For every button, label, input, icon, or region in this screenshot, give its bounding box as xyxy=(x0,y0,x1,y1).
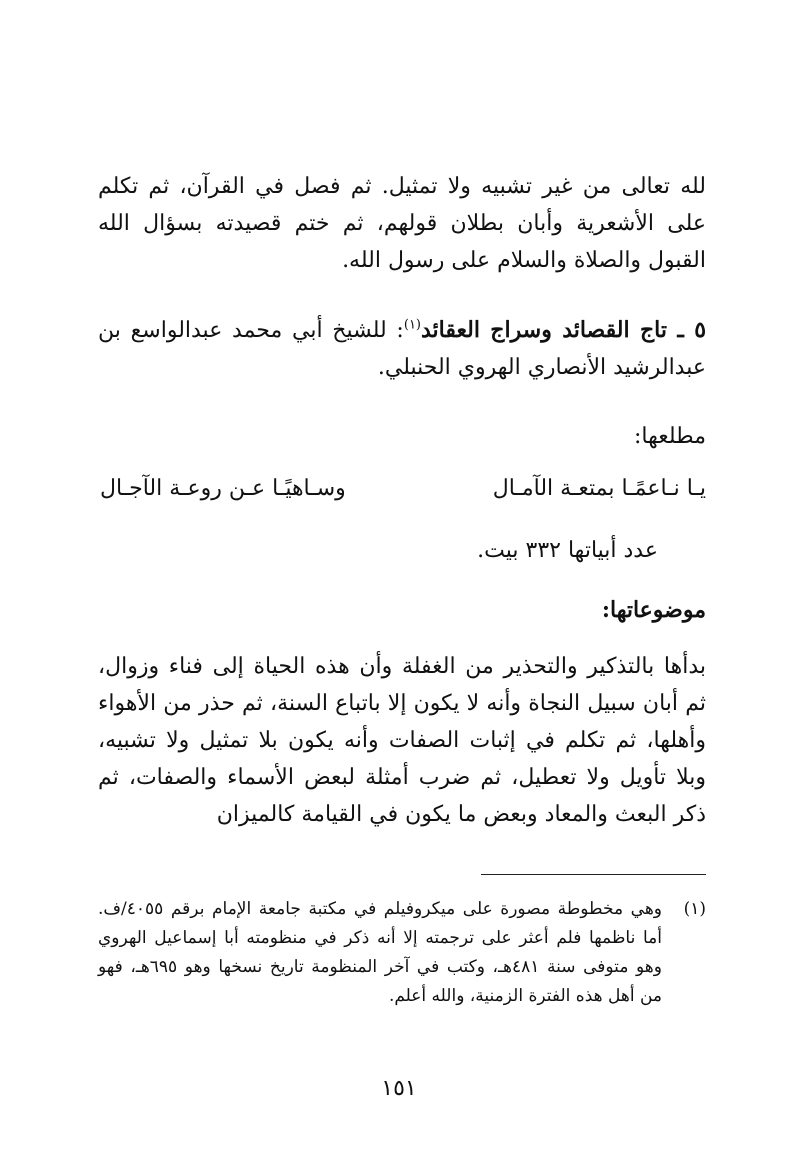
footnote-divider xyxy=(481,874,706,875)
topics-label: موضوعاتها: xyxy=(601,597,706,623)
footnote xyxy=(98,895,706,1011)
footnote-text: وهي مخطوطة مصورة على ميكروفيلم في مكتبة جامعة الإمام برقم ٤٠٥٥/ف. أما ناظمها فلم أعثر على ترجمته إلا أنه ذكر في منظومته أبا إسماعيل الهروي وهو متوفى سنة ٤٨١هـ، وكتب في آخر المنظومة تاريخ نسخها وهو ٦٩٥هـ، فهو من أهل هذه الفترة الزمنية، والله أعلم. xyxy=(98,899,662,1006)
entry-paragraph xyxy=(98,312,706,386)
opening-label: مطلعها: xyxy=(634,424,706,449)
verse-count: عدد أبياتها ٣٣٢ بيت. xyxy=(477,538,658,563)
verse-first-hemistich: يـا نـاعمًـا بمتعـة الآمـال xyxy=(492,476,706,501)
entry-title: ٥ ـ تاج القصائد وسراج العقائد xyxy=(421,317,707,343)
verse-second-hemistich: وسـاهيًـا عـن روعـة الآجـال xyxy=(100,476,346,501)
page-number: ١٥١ xyxy=(381,1076,417,1101)
verse-line xyxy=(100,470,706,510)
entry-description: : للشيخ أبي محمد عبدالواسع بن عبدالرشيد الأنصاري الهروي الحنبلي. xyxy=(98,318,706,380)
footnote-marker: (١) xyxy=(683,899,706,919)
topics-paragraph: بدأها بالتذكير والتحذير من الغفلة وأن هذه الحياة إلى فناء وزوال، ثم أبان سبيل النجاة وأنه لا يكون إلا باتباع السنة، ثم حذر من الأهواء وأهلها، ثم تكلم في إثبات الصفات وأنه يكون بلا تمثيل ولا تشبيه، وبلا تأويل ولا تعطيل، ثم ضرب أمثلة لبعض الأسماء والصفات، ثم ذكر البعث والمعاد وبعض ما يكون في القيامة كالميزان xyxy=(98,654,706,827)
footnote-reference: (١) xyxy=(403,317,421,333)
intro-paragraph: لله تعالى من غير تشبيه ولا تمثيل. ثم فصل في القرآن، ثم تكلم على الأشعرية وأبان بطلان قولهم، ثم ختم قصيدته بسؤال الله القبول والصلاة والسلام على رسول الله. xyxy=(98,174,706,273)
